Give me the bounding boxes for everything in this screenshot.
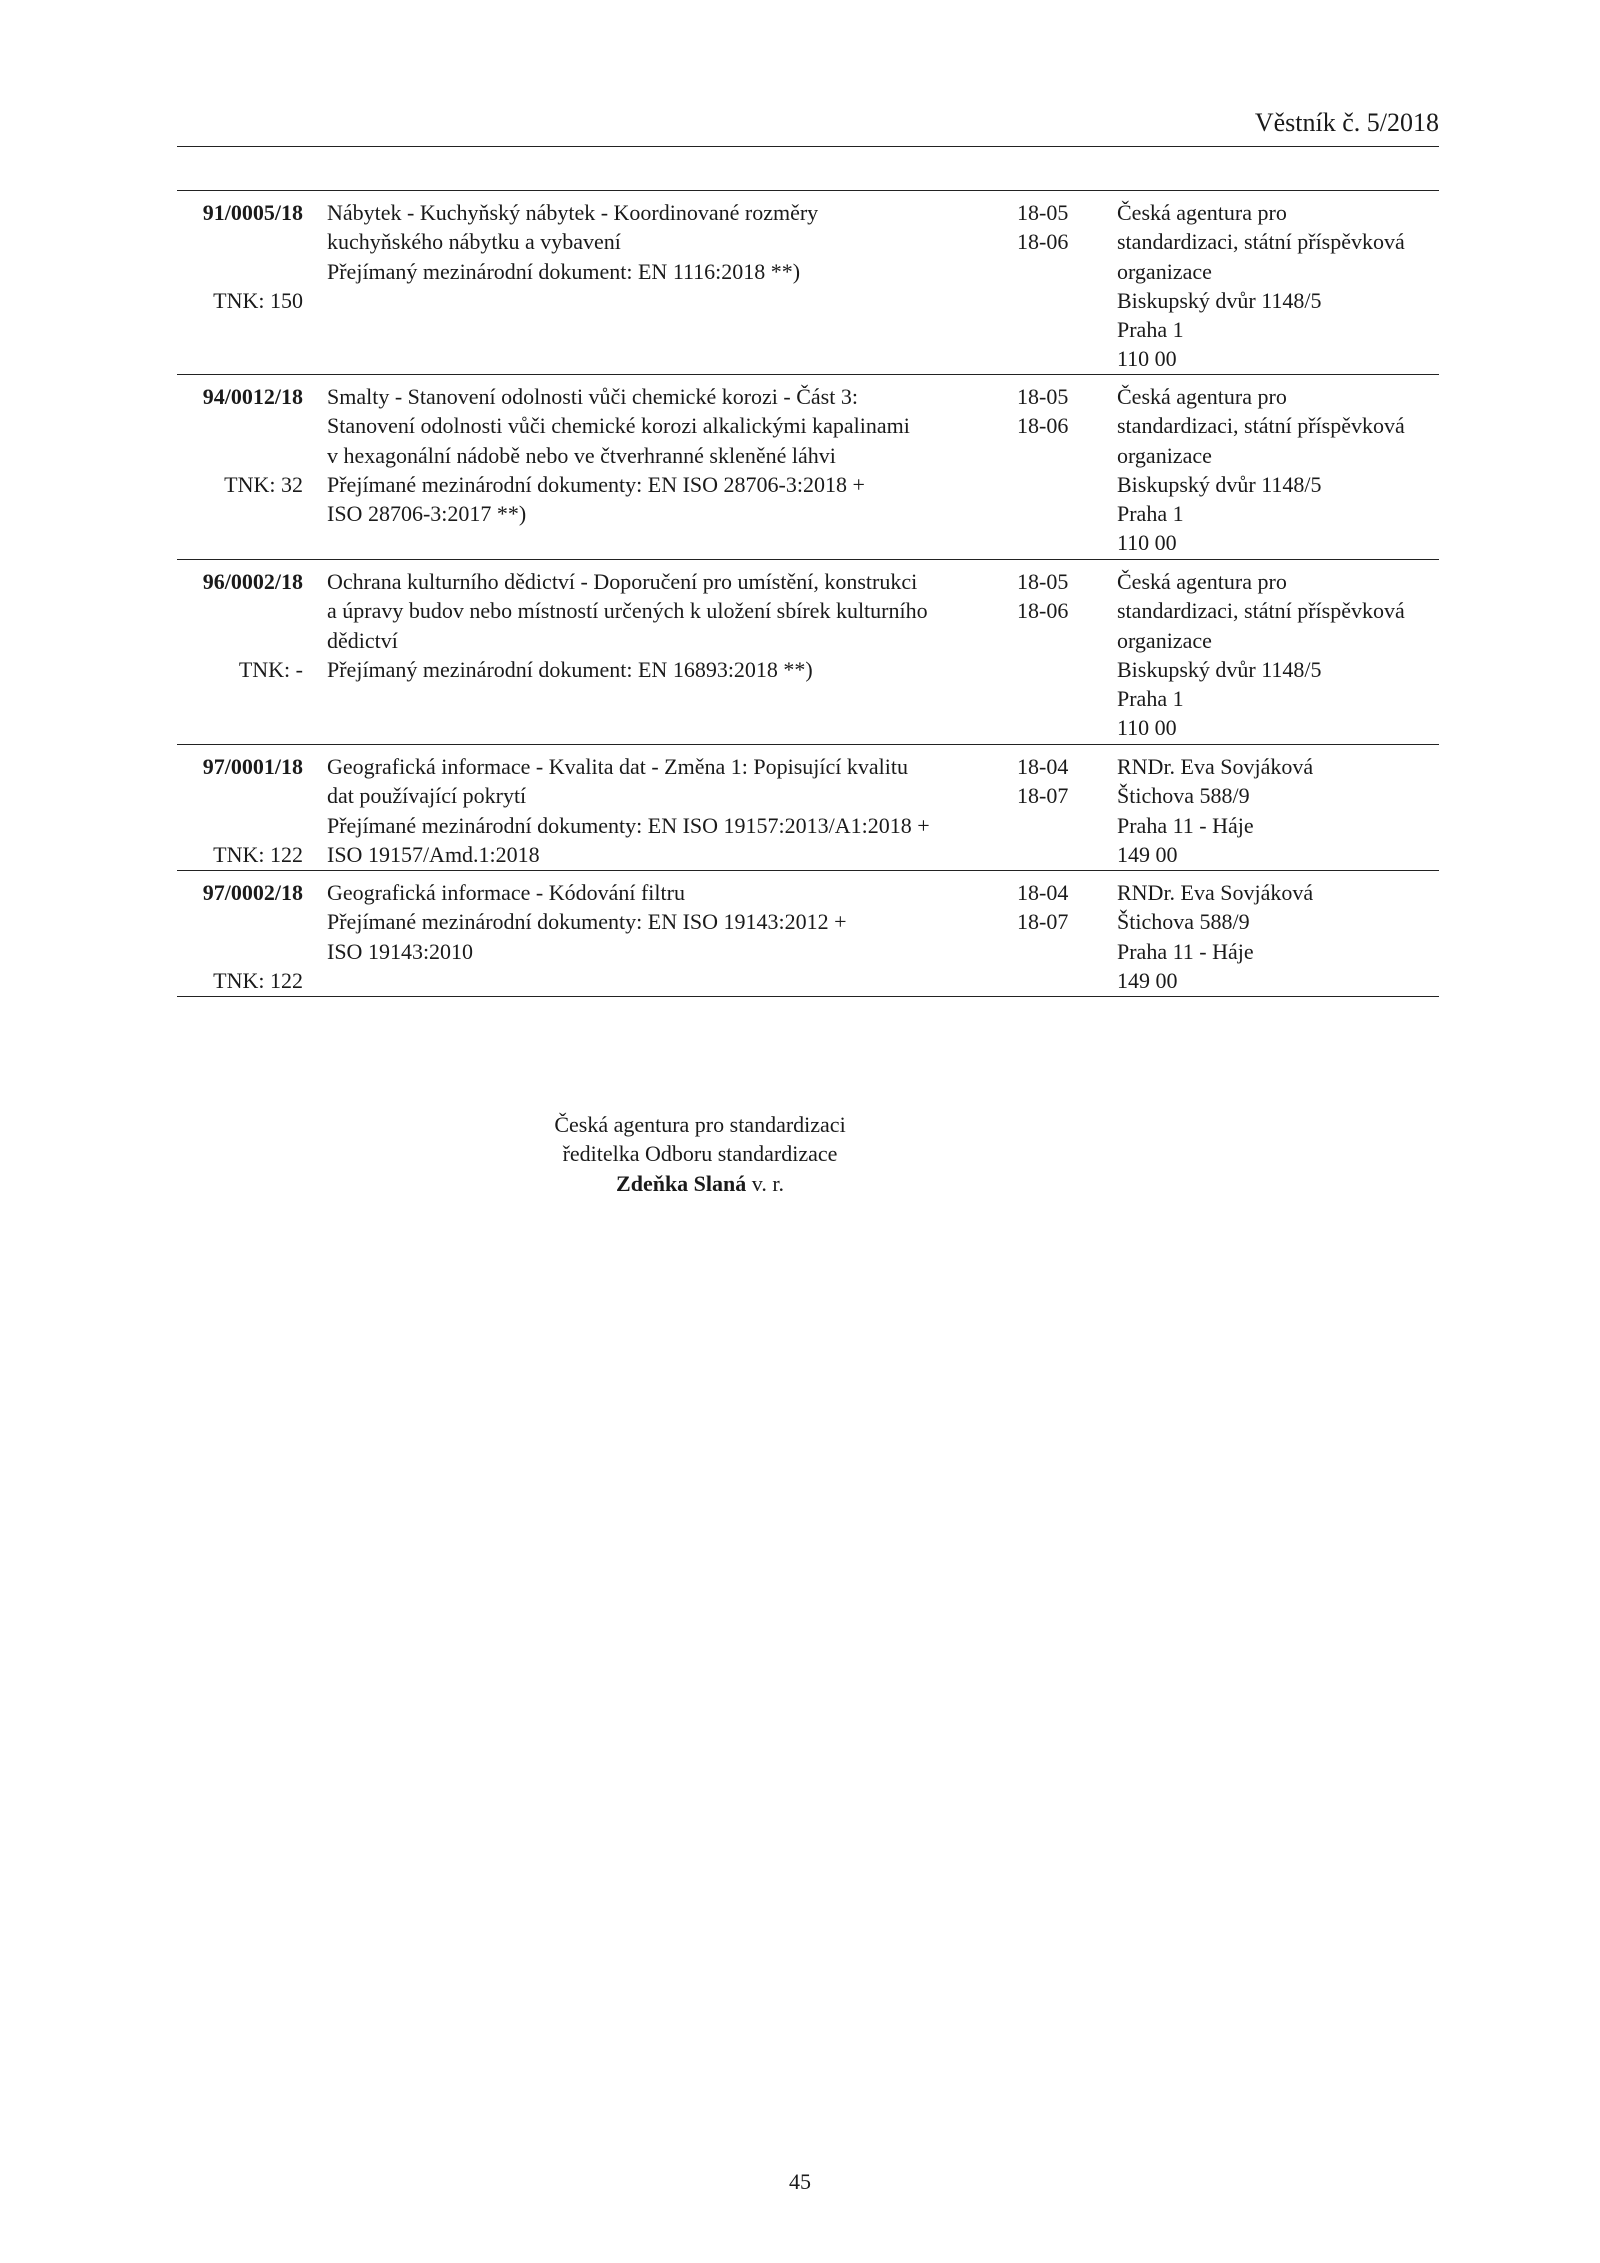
signature-role: ředitelka Odboru standardizace — [562, 1141, 838, 1167]
entry-id-cell — [177, 567, 303, 684]
address-line: Štichova 588/9 — [1117, 909, 1250, 935]
table-row — [177, 560, 1439, 745]
description-line: Stanovení odolnosti vůči chemické korozi alkalickými kapalinami — [327, 413, 910, 439]
date-line: 18-04 — [1017, 754, 1069, 779]
entry-address — [1117, 198, 1405, 374]
page-number: 45 — [789, 2169, 811, 2194]
entry-description — [327, 567, 928, 684]
table-row — [177, 191, 1439, 375]
date-line: 18-05 — [1017, 569, 1069, 594]
address-line: 149 00 — [1117, 967, 1178, 993]
description-line: ISO 19157/Amd.1:2018 — [327, 841, 540, 867]
address-line: standardizaci, státní příspěvková — [1117, 598, 1405, 624]
entry-dates — [1017, 752, 1068, 811]
address-line: 110 00 — [1117, 715, 1177, 741]
entry-tnk: TNK: 122 — [213, 967, 303, 993]
entry-description — [327, 878, 847, 966]
entry-number: 91/0005/18 — [202, 200, 303, 225]
entry-dates — [1017, 567, 1068, 626]
description-line: Přejímaný mezinárodní dokument: EN 16893:2018 **) — [327, 656, 813, 682]
header-rule — [177, 146, 1439, 147]
entry-description — [327, 752, 930, 869]
address-line: 149 00 — [1117, 841, 1178, 867]
bulletin-title: Věstník č. 5/2018 — [1254, 108, 1439, 137]
address-line: standardizaci, státní příspěvková — [1117, 229, 1405, 255]
description-line: Přejímané mezinárodní dokumenty: EN ISO 28706-3:2018 + — [327, 471, 865, 497]
description-line: Geografická informace - Kvalita dat - Změna 1: Popisující kvalitu — [327, 754, 908, 779]
entry-tnk: TNK: 150 — [213, 287, 303, 313]
table-row — [177, 375, 1439, 560]
address-line: standardizaci, státní příspěvková — [1117, 413, 1405, 439]
entry-tnk: TNK: 32 — [224, 471, 303, 497]
signature-suffix: v. r. — [751, 1170, 784, 1196]
address-line: 110 00 — [1117, 346, 1177, 372]
description-line: dědictví — [327, 627, 398, 653]
address-line: 110 00 — [1117, 530, 1177, 556]
entry-dates — [1017, 382, 1068, 441]
entry-dates — [1017, 878, 1068, 937]
entry-address — [1117, 567, 1405, 743]
date-line: 18-04 — [1017, 880, 1069, 905]
address-line: organizace — [1117, 258, 1212, 284]
entry-tnk: TNK: 122 — [213, 841, 303, 867]
description-line: Nábytek - Kuchyňský nábytek - Koordinované rozměry — [327, 200, 819, 225]
description-line: Přejímané mezinárodní dokumenty: EN ISO 19143:2012 + — [327, 909, 847, 935]
signature-organization: Česká agentura pro standardizaci — [554, 1112, 846, 1137]
table-row — [177, 871, 1439, 997]
entry-number: 96/0002/18 — [202, 569, 303, 594]
address-line: Česká agentura pro — [1117, 200, 1287, 225]
signatory-name: Zdeňka Slaná — [616, 1170, 747, 1196]
description-line: Geografická informace - Kódování filtru — [327, 880, 685, 905]
table-row — [177, 745, 1439, 871]
address-line: RNDr. Eva Sovjáková — [1117, 880, 1314, 905]
address-line: Praha 11 - Háje — [1117, 812, 1254, 838]
description-line: dat používající pokrytí — [327, 783, 527, 809]
date-line: 18-06 — [1017, 413, 1069, 439]
address-line: Česká agentura pro — [1117, 569, 1287, 594]
address-line: RNDr. Eva Sovjáková — [1117, 754, 1314, 779]
address-line: Praha 11 - Háje — [1117, 938, 1254, 964]
description-line: a úpravy budov nebo místností určených k uložení sbírek kulturního — [327, 598, 928, 624]
address-line: Praha 1 — [1117, 317, 1184, 343]
signature-block — [450, 1110, 950, 1198]
address-line: Praha 1 — [1117, 501, 1184, 527]
date-line: 18-07 — [1017, 783, 1069, 809]
date-line: 18-06 — [1017, 598, 1069, 624]
description-line: Přejímané mezinárodní dokumenty: EN ISO 19157:2013/A1:2018 + — [327, 812, 930, 838]
address-line: Česká agentura pro — [1117, 384, 1287, 409]
entry-address — [1117, 878, 1313, 995]
entry-number: 97/0001/18 — [202, 754, 303, 779]
address-line: Štichova 588/9 — [1117, 783, 1250, 809]
date-line: 18-07 — [1017, 909, 1069, 935]
description-line: Přejímaný mezinárodní dokument: EN 1116:2018 **) — [327, 258, 801, 284]
entry-dates — [1017, 198, 1068, 257]
entry-id-cell — [177, 878, 303, 995]
entry-number: 97/0002/18 — [202, 880, 303, 905]
address-line: Praha 1 — [1117, 686, 1184, 712]
address-line: organizace — [1117, 442, 1212, 468]
entry-number: 94/0012/18 — [202, 384, 303, 409]
address-line: organizace — [1117, 627, 1212, 653]
description-line: ISO 28706-3:2017 **) — [327, 501, 527, 527]
entry-id-cell — [177, 752, 303, 869]
description-line: Ochrana kulturního dědictví - Doporučení pro umístění, konstrukci — [327, 569, 918, 594]
entry-description — [327, 198, 818, 286]
date-line: 18-05 — [1017, 200, 1069, 225]
entry-id-cell — [177, 382, 303, 499]
entry-address — [1117, 382, 1405, 558]
date-line: 18-05 — [1017, 384, 1069, 409]
address-line: Biskupský dvůr 1148/5 — [1117, 656, 1322, 682]
entry-description — [327, 382, 910, 528]
entry-address — [1117, 752, 1313, 869]
signature-name-line — [450, 1169, 950, 1198]
description-line: v hexagonální nádobě nebo ve čtverhranné skleněné láhvi — [327, 442, 836, 468]
description-line: ISO 19143:2010 — [327, 938, 474, 964]
address-line: Biskupský dvůr 1148/5 — [1117, 287, 1322, 313]
entry-id-cell — [177, 198, 303, 315]
description-line: Smalty - Stanovení odolnosti vůči chemické korozi - Část 3: — [327, 384, 858, 409]
date-line: 18-06 — [1017, 229, 1069, 255]
standards-table — [177, 190, 1439, 997]
address-line: Biskupský dvůr 1148/5 — [1117, 471, 1322, 497]
description-line: kuchyňského nábytku a vybavení — [327, 229, 621, 255]
entry-tnk: TNK: - — [238, 656, 303, 682]
